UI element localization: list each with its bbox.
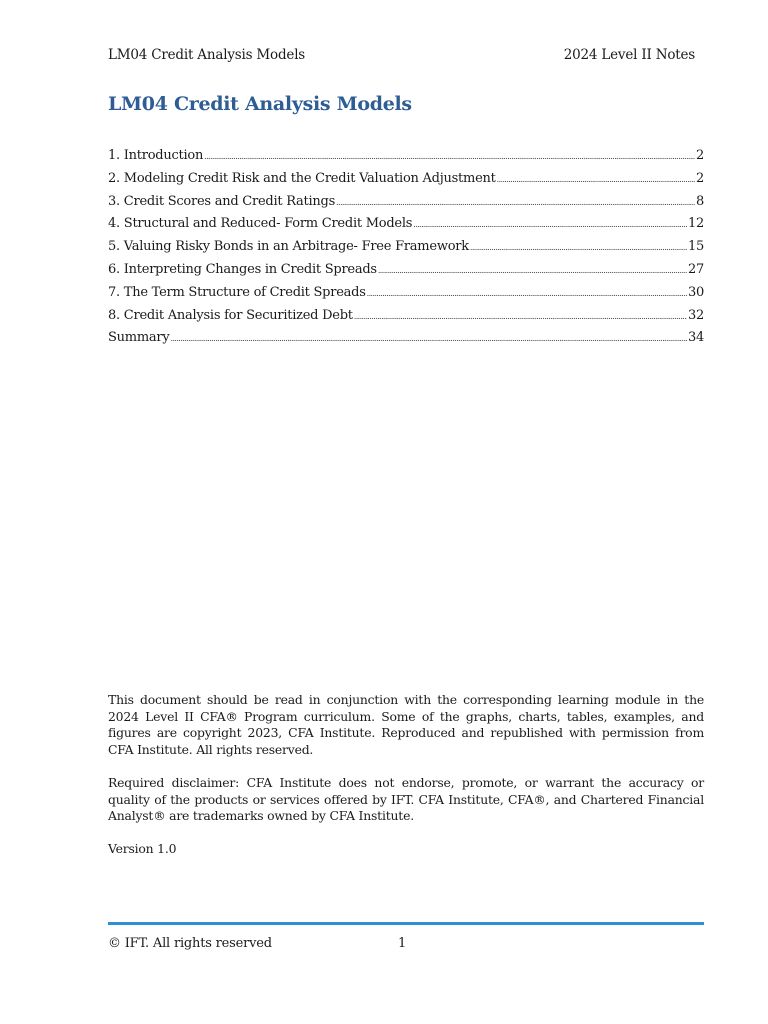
- toc-entry-credit-scores[interactable]: [108, 194, 704, 217]
- toc-dot-leader: [367, 289, 687, 298]
- toc-entry-introduction[interactable]: [108, 148, 704, 171]
- toc-dot-leader: [171, 334, 687, 343]
- toc-entry-page: 30: [687, 284, 704, 300]
- footer-page-number: 1: [398, 936, 407, 951]
- toc-entry-label: 3. Credit Scores and Credit Ratings: [108, 193, 336, 209]
- toc-dot-leader: [336, 198, 695, 207]
- disclaimer-paragraph: Required disclaimer: CFA Institute does not endorse, promote, or warrant the accuracy or quality of the products or services offered by IFT. CFA Institute, CFA®, and Chartered Financial Analyst® are trademarks owned by CFA Institute.: [108, 774, 704, 824]
- copyright-notice: [108, 692, 704, 875]
- toc-dot-leader: [497, 175, 695, 184]
- toc-entry-label: Summary: [108, 330, 170, 346]
- toc-entry-label: 7. The Term Structure of Credit Spreads: [108, 284, 366, 300]
- toc-entry-page: 15: [687, 239, 704, 255]
- curriculum-notice-paragraph: This document should be read in conjunction with the corresponding learning module in the 2024 Level II CFA® Program curriculum. Some of the graphs, charts, tables, examples, and figures are copyright 2023, CFA Institute. Reproduced and republished with permission from CFA Institute. All rights reserved.: [108, 692, 704, 757]
- version-label: Version 1.0: [108, 841, 177, 857]
- toc-entry-modeling-credit-risk[interactable]: [108, 171, 704, 194]
- toc-entry-label: 2. Modeling Credit Risk and the Credit Valuation Adjustment: [108, 170, 496, 186]
- toc-entry-term-structure[interactable]: [108, 285, 704, 308]
- toc-dot-leader: [413, 220, 687, 229]
- toc-entry-label: 8. Credit Analysis for Securitized Debt: [108, 307, 353, 323]
- toc-entry-page: 2: [695, 170, 704, 186]
- toc-entry-page: 27: [687, 261, 704, 277]
- toc-dot-leader: [204, 152, 695, 161]
- toc-entry-label: 5. Valuing Risky Bonds in an Arbitrage- Free Framework: [108, 239, 469, 255]
- toc-entry-page: 12: [687, 216, 704, 232]
- toc-entry-page: 2: [695, 148, 704, 163]
- toc-entry-structural-models[interactable]: [108, 216, 704, 239]
- toc-dot-leader: [354, 312, 687, 321]
- running-header-title: LM04 Credit Analysis Models: [108, 47, 306, 63]
- toc-entry-page: 34: [687, 330, 704, 346]
- document-title: LM04 Credit Analysis Models: [108, 93, 412, 115]
- running-header-edition: 2024 Level II Notes: [563, 47, 695, 63]
- toc-entry-securitized-debt[interactable]: [108, 308, 704, 331]
- toc-dot-leader: [378, 266, 687, 275]
- toc-entry-credit-spreads[interactable]: [108, 262, 704, 285]
- toc-entry-page: 8: [695, 193, 704, 209]
- toc-entry-label: 6. Interpreting Changes in Credit Spreads: [108, 261, 377, 277]
- toc-entry-valuing-risky-bonds[interactable]: [108, 239, 704, 262]
- table-of-contents: [108, 148, 704, 353]
- footer-divider: [108, 922, 704, 925]
- toc-entry-page: 32: [687, 307, 704, 323]
- footer-copyright: © IFT. All rights reserved: [108, 936, 272, 951]
- toc-entry-label: 4. Structural and Reduced- Form Credit Models: [108, 216, 413, 232]
- toc-entry-label: 1. Introduction: [108, 148, 204, 163]
- toc-dot-leader: [470, 243, 687, 252]
- toc-entry-summary[interactable]: [108, 330, 704, 353]
